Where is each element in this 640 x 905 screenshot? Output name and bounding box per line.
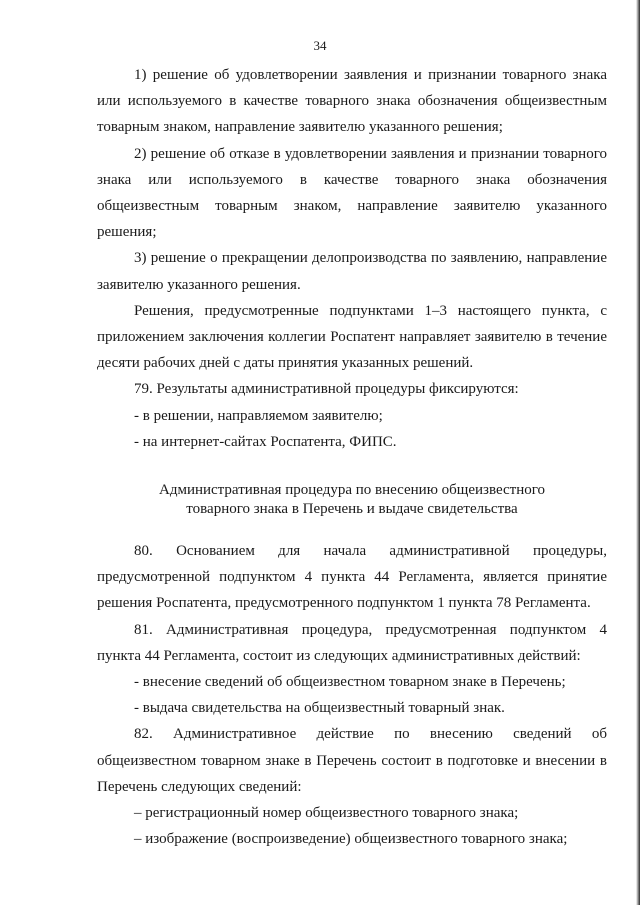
paragraph-decision-2: 2) решение об отказе в удовлетворении заявления и признании товарного знака или используемого в качестве товарного знака обозначения общеизвестным товарным знаком, направление заявителю указанного решения; xyxy=(97,145,607,241)
list-item-certificate: - выдача свидетельства на общеизвестный товарный знак. xyxy=(134,700,505,717)
list-item-decision: - в решении, направляемом заявителю; xyxy=(134,407,383,424)
paragraph-decision-3: 3) решение о прекращении делопроизводства по заявлению, направление заявителю указанного решения. xyxy=(97,250,607,293)
list-item-websites: - на интернет-сайтах Роспатента, ФИПС. xyxy=(134,433,397,450)
section-heading-line-2: товарного знака в Перечень и выдаче свидетельства xyxy=(186,501,518,518)
section-heading xyxy=(97,481,607,519)
section-heading-line-1: Административная процедура по внесению общеизвестного xyxy=(158,482,546,499)
paragraph-81: 81. Административная процедура, предусмотренная подпунктом 4 пункта 44 Регламента, состоит из следующих административных действий: xyxy=(97,621,607,664)
page-number: 34 xyxy=(313,38,327,53)
paragraph-80: 80. Основанием для начала административной процедуры, предусмотренной подпунктом 4 пункта 44 Регламента, является принятие решения Роспатента, предусмотренного подпунктом 1 пункта 78 Регламента. xyxy=(97,543,607,612)
list-item-image: – изображение (воспроизведение) общеизвестного товарного знака; xyxy=(134,831,568,848)
paragraph-82: 82. Административное действие по внесению сведений об общеизвестном товарном знаке в Перечень состоит в подготовке и внесении в Перечень следующих сведений: xyxy=(97,726,607,795)
list-item-entry: - внесение сведений об общеизвестном товарном знаке в Перечень; xyxy=(134,674,566,691)
list-item-reg-number: – регистрационный номер общеизвестного товарного знака; xyxy=(134,805,519,822)
paragraph-decisions-sent: Решения, предусмотренные подпунктами 1–3 настоящего пункта, с приложением заключения коллегии Роспатент направляет заявителю в течение десяти рабочих дней с даты принятия указанных решений. xyxy=(97,302,607,372)
paragraph-79: 79. Результаты административной процедуры фиксируются: xyxy=(134,381,519,398)
scan-edge-shadow xyxy=(636,0,640,905)
paragraph-decision-1: 1) решение об удовлетворении заявления и признании товарного знака или используемого в качестве товарного знака обозначения общеизвестным товарным знаком, направление заявителю указанного решения; xyxy=(97,67,607,136)
document-body xyxy=(97,62,607,852)
